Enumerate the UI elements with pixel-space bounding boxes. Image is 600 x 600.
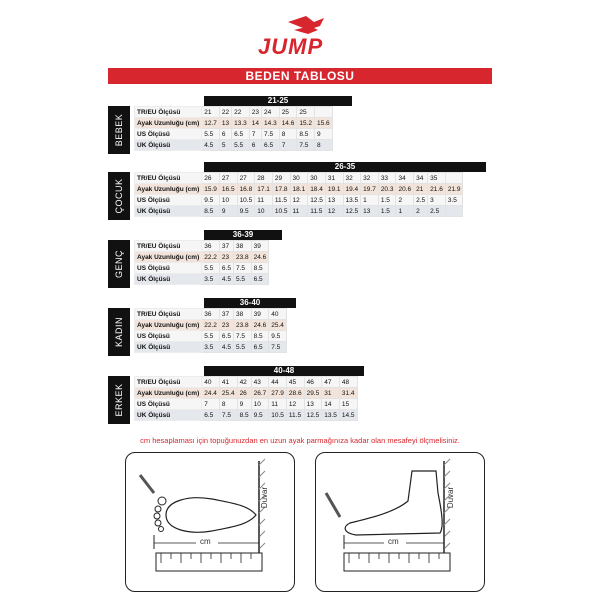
size-cell: 4.5 [202,140,220,151]
size-cell: 1 [361,195,379,206]
size-cell: 7 [279,140,297,151]
size-cell: 15.9 [202,184,220,195]
size-cell: 1.5 [378,195,396,206]
size-cell: 32 [343,173,361,184]
size-cell: 7.5 [262,129,280,140]
foot-top-view-illustration [125,452,295,592]
size-cell: 7.5 [233,331,251,342]
size-cell: 26.7 [251,388,269,399]
size-cell: 25.4 [269,320,287,331]
table-row [135,320,287,331]
size-cell: 9.5 [202,195,220,206]
size-cell: 12 [290,195,308,206]
size-range: 40-48 [204,366,364,376]
size-cell: 13 [325,195,343,206]
size-cell: 6 [249,140,261,151]
section-label [108,308,130,356]
size-cell: 5.5 [202,331,220,342]
size-cell: 13.5 [343,195,361,206]
size-cell: 25 [297,107,315,118]
size-table [134,106,333,151]
size-cell: 44 [269,377,287,388]
size-cell: 5.5 [202,263,220,274]
row-label: US Ölçüsü [135,129,202,140]
size-cell: 21 [414,184,428,195]
table-row [135,377,358,388]
size-cell: 27 [219,173,237,184]
section-label [108,376,130,424]
table-row [135,309,287,320]
size-cell: 7.5 [233,263,251,274]
size-cell: 12.5 [308,195,326,206]
section-label [108,172,130,220]
size-cell: 14.3 [262,118,280,129]
size-range: 36-39 [204,230,282,240]
size-cell: 5.5 [232,140,250,151]
size-cell: 26 [237,388,251,399]
size-cell: 24.6 [251,320,269,331]
table-row [135,388,358,399]
table-row [135,399,358,410]
size-cell: 2.5 [428,206,446,217]
size-cell: 14 [322,399,340,410]
size-cell: 33 [378,173,396,184]
page-title: BEDEN TABLOSU [108,68,492,84]
size-cell: 15 [339,399,357,410]
size-cell: 3.5 [202,342,220,353]
size-cell [445,206,463,217]
size-cell: 24 [262,107,280,118]
size-cell: 11 [290,206,308,217]
size-cell: 23.8 [233,252,251,263]
size-cell: 42 [237,377,251,388]
size-cell: 13 [219,118,231,129]
section-label [108,106,130,154]
table-row [135,252,269,263]
size-cell: 19.7 [361,184,379,195]
size-cell: 2.5 [414,195,428,206]
size-cell: 21 [202,107,220,118]
row-label: UK Ölçüsü [135,206,202,217]
size-cell: 36 [202,241,220,252]
size-cell: 25.4 [219,388,237,399]
row-label: TR/EU Ölçüsü [135,173,202,184]
section-name: ERKEK [114,383,124,417]
size-cell: 12 [325,206,343,217]
section-name: KADIN [114,316,124,348]
size-cell: 45 [286,377,304,388]
size-cell: 8.5 [251,331,269,342]
size-cell: 16.5 [219,184,237,195]
size-cell: 6.5 [232,129,250,140]
row-label: UK Ölçüsü [135,140,202,151]
size-cell: 8 [315,140,333,151]
size-cell: 20.3 [378,184,396,195]
size-cell: 6.5 [202,410,220,421]
size-cell: 31 [322,388,340,399]
size-cell: 6.5 [219,263,233,274]
size-cell: 10.5 [272,206,290,217]
table-row [135,342,287,353]
size-cell: 25 [279,107,297,118]
row-label: Ayak Uzunluğu (cm) [135,320,202,331]
row-label: US Ölçüsü [135,331,202,342]
table-row [135,241,269,252]
size-cell: 31 [325,173,343,184]
size-cell: 5.5 [233,342,251,353]
table-row [135,206,463,217]
size-cell: 20.6 [396,184,414,195]
size-cell: 48 [339,377,357,388]
size-cell: 6 [219,129,231,140]
size-cell [315,107,333,118]
size-cell: 22 [219,107,231,118]
size-cell: 2 [396,195,414,206]
size-cell: 38 [233,241,251,252]
size-cell: 9 [219,206,237,217]
size-cell: 18.4 [308,184,326,195]
row-label: Ayak Uzunluğu (cm) [135,184,202,195]
size-cell: 29.5 [304,388,322,399]
size-cell: 5.5 [233,274,251,285]
size-cell: 6.5 [251,274,269,285]
size-cell: 10.5 [269,410,287,421]
brand-name: JUMP [258,34,324,59]
size-table [134,376,358,421]
row-label: TR/EU Ölçüsü [135,377,202,388]
foot-side-view-illustration [315,452,485,592]
size-cell: 7.5 [297,140,315,151]
table-row [135,195,463,206]
size-cell: 8.5 [237,410,251,421]
size-cell: 5 [219,140,231,151]
size-cell: 22.2 [202,320,220,331]
row-label: US Ölçüsü [135,399,202,410]
size-cell: 6.5 [251,342,269,353]
size-cell: 14.6 [279,118,297,129]
table-row [135,274,269,285]
size-cell: 7.5 [219,410,237,421]
row-label: UK Ölçüsü [135,410,202,421]
size-range: 26-35 [204,162,486,172]
size-cell: 9.5 [269,331,287,342]
table-row [135,410,358,421]
size-cell: 43 [251,377,269,388]
size-cell: 30 [290,173,308,184]
size-cell: 7 [249,129,261,140]
table-row [135,129,333,140]
wall-label: Duvar [446,486,456,509]
size-cell: 14.5 [339,410,357,421]
size-cell: 40 [202,377,220,388]
size-cell: 15.6 [315,118,333,129]
size-cell [445,173,463,184]
size-cell: 40 [269,309,287,320]
size-cell: 22.2 [202,252,220,263]
table-row [135,331,287,342]
size-cell: 13.5 [322,410,340,421]
table-row [135,118,333,129]
size-cell: 1 [396,206,414,217]
size-cell: 9.5 [251,410,269,421]
size-cell: 39 [251,309,269,320]
size-cell: 11.5 [286,410,304,421]
size-cell: 22 [232,107,250,118]
size-cell: 27.9 [269,388,287,399]
size-cell: 12.7 [202,118,220,129]
size-cell: 6.5 [219,331,233,342]
size-cell: 10 [219,195,237,206]
size-cell: 39 [251,241,269,252]
size-cell: 41 [219,377,237,388]
size-cell: 9.5 [237,206,255,217]
size-cell: 18.1 [290,184,308,195]
size-cell: 19.4 [343,184,361,195]
size-table [134,308,287,353]
size-cell: 3.5 [445,195,463,206]
size-cell: 8.5 [251,263,269,274]
size-cell: 23 [219,320,233,331]
size-cell: 11.5 [272,195,290,206]
row-label: US Ölçüsü [135,263,202,274]
size-cell: 15.2 [297,118,315,129]
size-cell: 7 [202,399,220,410]
size-cell: 14 [249,118,261,129]
row-label: Ayak Uzunluğu (cm) [135,252,202,263]
table-row [135,107,333,118]
table-row [135,184,463,195]
size-cell: 38 [233,309,251,320]
size-cell: 11.5 [308,206,326,217]
size-cell: 21.6 [428,184,446,195]
size-cell: 17.1 [255,184,273,195]
size-cell: 19.1 [325,184,343,195]
size-cell: 34 [396,173,414,184]
size-cell: 12.5 [343,206,361,217]
size-cell: 36 [202,309,220,320]
size-cell: 23 [249,107,261,118]
size-cell: 13.3 [232,118,250,129]
size-cell: 24.6 [251,252,269,263]
size-cell: 3 [428,195,446,206]
row-label: UK Ölçüsü [135,274,202,285]
size-cell: 3.5 [202,274,220,285]
row-label: TR/EU Ölçüsü [135,309,202,320]
size-cell: 28.6 [286,388,304,399]
table-row [135,173,463,184]
size-cell: 26 [202,173,220,184]
size-cell: 8.5 [297,129,315,140]
section-label [108,240,130,288]
size-cell: 5.5 [202,129,220,140]
row-label: Ayak Uzunluğu (cm) [135,118,202,129]
unit-label: cm [388,537,399,546]
size-cell: 10 [255,206,273,217]
size-cell: 13 [304,399,322,410]
wall-label: Duvar [260,486,270,509]
size-cell: 37 [219,309,233,320]
size-cell: 8 [279,129,297,140]
size-cell: 37 [219,241,233,252]
size-cell: 12.5 [304,410,322,421]
size-cell: 30 [308,173,326,184]
row-label: US Ölçüsü [135,195,202,206]
size-cell: 8 [219,399,237,410]
size-cell: 8.5 [202,206,220,217]
size-cell: 12 [286,399,304,410]
size-cell: 13 [361,206,379,217]
table-row [135,263,269,274]
size-cell: 7.5 [269,342,287,353]
row-label: TR/EU Ölçüsü [135,107,202,118]
size-cell: 6.5 [262,140,280,151]
size-cell: 32 [361,173,379,184]
size-table [134,240,269,285]
size-cell: 34 [414,173,428,184]
size-cell: 4.5 [219,342,233,353]
row-label: TR/EU Ölçüsü [135,241,202,252]
measurement-note: cm hesaplaması için topuğunuzdan en uzun ayak parmağınıza kadar olan mesafeyi ölçmelisiniz. [140,436,460,445]
size-table [134,172,463,217]
size-cell: 24.4 [202,388,220,399]
size-cell: 1.5 [378,206,396,217]
row-label: UK Ölçüsü [135,342,202,353]
size-cell: 47 [322,377,340,388]
section-name: GENÇ [114,249,124,279]
size-cell: 11 [255,195,273,206]
size-cell: 28 [255,173,273,184]
size-cell: 46 [304,377,322,388]
size-cell: 9 [315,129,333,140]
size-cell: 2 [414,206,428,217]
size-cell: 21.9 [445,184,463,195]
size-cell: 23.8 [233,320,251,331]
size-cell: 11 [269,399,287,410]
size-cell: 9 [237,399,251,410]
size-cell: 10.5 [237,195,255,206]
section-name: ÇOCUK [114,178,124,214]
size-cell: 4.5 [219,274,233,285]
size-cell: 31.4 [339,388,357,399]
size-range: 36-40 [204,298,296,308]
size-cell: 17.8 [272,184,290,195]
row-label: Ayak Uzunluğu (cm) [135,388,202,399]
section-name: BEBEK [114,113,124,147]
size-cell: 16.8 [237,184,255,195]
unit-label: cm [200,537,211,546]
size-cell: 29 [272,173,290,184]
size-range: 21-25 [204,96,352,106]
size-cell: 35 [428,173,446,184]
size-cell: 10 [251,399,269,410]
table-row [135,140,333,151]
size-cell: 23 [219,252,233,263]
size-cell: 27 [237,173,255,184]
